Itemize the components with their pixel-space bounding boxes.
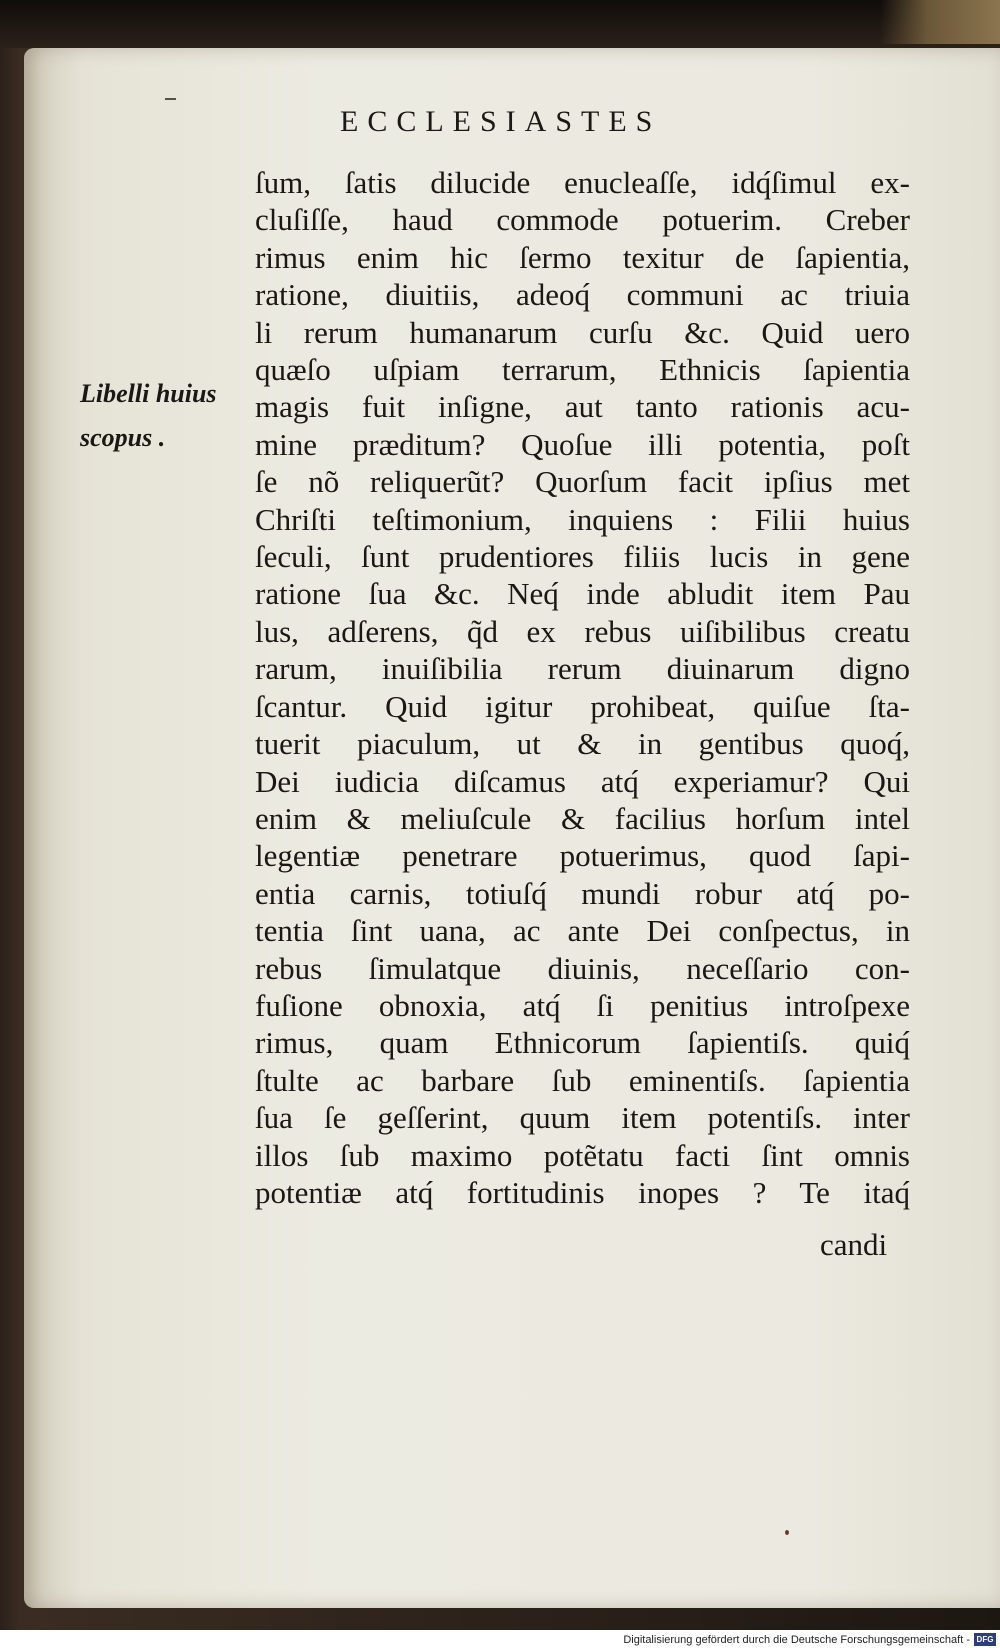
running-head: ECCLESIASTES <box>340 105 662 138</box>
text-line: entia carnis, totiuſq́ mundi robur atq́ po- <box>255 875 910 911</box>
text-line: cluſiſſe, haud commode potuerim. Creber <box>255 202 910 238</box>
footer-bar <box>0 1630 1000 1648</box>
text-line: illos ſub maximo potẽtatu facti ſint omnis <box>255 1137 910 1173</box>
paper-speck <box>785 1530 789 1535</box>
text-line: ſua ſe geſſerint, quum item potentiſs. inter <box>255 1100 910 1136</box>
text-line: rimus, quam Ethnicorum ſapientiſs. quiq́ <box>255 1025 910 1061</box>
page-mark <box>165 98 176 100</box>
text-line: ſcantur. Quid igitur prohibeat, quiſue ſta- <box>255 688 910 724</box>
text-line: fuſione obnoxia, atq́ ſi penitius introſpexe <box>255 987 910 1023</box>
text-line: ratione ſua &c. Neq́ inde abludit item Pau <box>255 576 910 612</box>
catchword: candi <box>820 1227 888 1262</box>
text-line: quæſo uſpiam terrarum, Ethnicis ſapientia <box>255 352 910 388</box>
text-line: rarum, inuiſibilia rerum diuinarum digno <box>255 651 910 687</box>
text-line: enim & meliuſcule & facilius horſum intel <box>255 800 910 836</box>
text-line: magis fuit inſigne, aut tanto rationis acu- <box>255 389 910 425</box>
text-line: Dei iudicia diſcamus atq́ experiamur? Qui <box>255 763 910 799</box>
dfg-logo-icon: DFG <box>974 1633 996 1646</box>
text-line: tentia ſint uana, ac ante Dei conſpectus, in <box>255 913 910 949</box>
text-line: tuerit piaculum, ut & in gentibus quoq́, <box>255 726 910 762</box>
marginal-note-line: scopus . <box>80 423 166 452</box>
text-line: mine præditum? Quoſue illi potentia, poſt <box>255 426 910 462</box>
text-line: li rerum humanarum curſu &c. Quid uero <box>255 314 910 350</box>
marginal-note <box>80 372 230 460</box>
text-line: ſum, ſatis dilucide enucleaſſe, idq́ſimul ex- <box>255 165 910 200</box>
body-text <box>255 164 910 1211</box>
text-line: ſtulte ac barbare ſub eminentiſs. ſapientia <box>255 1062 910 1098</box>
text-line: legentiæ penetrare potuerimus, quod ſapi- <box>255 838 910 874</box>
marginal-note-line: Libelli huius <box>80 379 217 408</box>
text-line: potentiæ atq́ fortitudinis inopes ? Te itaq́ <box>255 1174 910 1210</box>
text-line: ratione, diuitiis, adeoq́ communi ac triuia <box>255 277 910 313</box>
text-line: rimus enim hic ſermo texitur de ſapientia, <box>255 239 910 275</box>
text-line: Chriſti teſtimonium, inquiens : Filii huius <box>255 501 910 537</box>
text-line: ſe nõ reliquerũt? Quorſum facit ipſius met <box>255 464 910 500</box>
text-line: rebus ſimulatque diuinis, neceſſario con- <box>255 950 910 986</box>
book-top-edge <box>0 0 1000 48</box>
funding-credit: Digitalisierung gefördert durch die Deutsche Forschungsgemeinschaft - <box>623 1634 970 1646</box>
text-line: ſeculi, ſunt prudentiores filiis lucis in gene <box>255 539 910 575</box>
text-line: lus, adſerens, q̃d ex rebus uiſibilibus creatu <box>255 613 910 649</box>
